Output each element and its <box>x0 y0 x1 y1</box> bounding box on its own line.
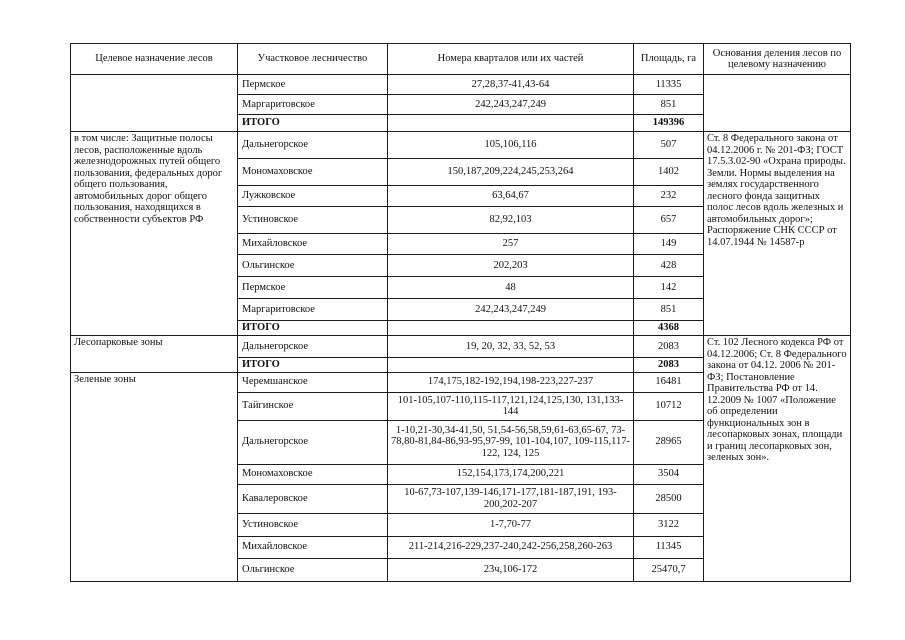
forestry-cell: Дальнегорское <box>238 336 388 358</box>
total-area: 2083 <box>634 358 704 373</box>
basis-protective-strips: Ст. 8 Федерального закона от 04.12.2006 г. № 201-ФЗ; ГОСТ 17.5.3.02-90 «Охрана природы. Земли. Нормы выделения на землях государственного лесного фонда защитных полос лесов вдоль железных и автомобильных дорог»; Распоряжение СНК СССР от 14.07.1944 № 14587-р <box>704 132 851 336</box>
purpose-protective-strips: в том числе: Защитные полосы лесов, расположенные вдоль железнодорожных путей общего пользования, федеральных дорог общего пользования, автомобильных дорог общего пользования, находящихся в собственности субъектов РФ <box>71 132 238 336</box>
forestry-cell: Ольгинское <box>238 558 388 581</box>
forest-purpose-table <box>70 43 851 582</box>
numbers-cell: 242,243,247,249 <box>388 299 634 321</box>
forestry-cell: Устиновское <box>238 513 388 536</box>
area-cell: 16481 <box>634 372 704 392</box>
header-area: Площадь, га <box>634 44 704 75</box>
table-row <box>71 132 851 159</box>
area-cell: 428 <box>634 255 704 277</box>
forestry-cell: Тайгинское <box>238 392 388 420</box>
area-cell: 149 <box>634 234 704 255</box>
forestry-cell: Мономаховское <box>238 464 388 484</box>
numbers-cell: 1-10,21-30,34-41,50, 51,54-56,58,59,61-63,65-67, 73-78,80-81,84-86,93-95,97-99, 101-104,107, 109-115,117-122, 124, 125 <box>388 420 634 464</box>
total-area: 149396 <box>634 115 704 132</box>
basis-park-and-green-zones: Ст. 102 Лесного кодекса РФ от 04.12.2006; Ст. 8 Федерального закона от 04.12. 2006 № 201-ФЗ; Постановление Правительства РФ от 14. 12.2009 № 1007 «Положение об определении функциональных зон в лесопарковых зонах, площади и границ лесопарковых зон, зеленых зон». <box>704 336 851 582</box>
numbers-cell: 242,243,247,249 <box>388 95 634 115</box>
numbers-cell: 19, 20, 32, 33, 52, 53 <box>388 336 634 358</box>
forestry-cell: Михайловское <box>238 234 388 255</box>
numbers-cell: 10-67,73-107,139-146,171-177,181-187,191, 193-200,202-207 <box>388 484 634 513</box>
total-label: ИТОГО <box>238 358 388 373</box>
area-cell: 11335 <box>634 75 704 95</box>
numbers-cell: 174,175,182-192,194,198-223,227-237 <box>388 372 634 392</box>
forestry-cell: Лужковское <box>238 186 388 207</box>
numbers-cell-empty <box>388 358 634 373</box>
forestry-cell: Устиновское <box>238 207 388 234</box>
numbers-cell: 202,203 <box>388 255 634 277</box>
area-cell: 2083 <box>634 336 704 358</box>
numbers-cell-empty <box>388 321 634 336</box>
numbers-cell: 82,92,103 <box>388 207 634 234</box>
forestry-cell: Маргаритовское <box>238 299 388 321</box>
purpose-green-zones: Зеленые зоны <box>71 372 238 581</box>
area-cell: 851 <box>634 299 704 321</box>
area-cell: 3504 <box>634 464 704 484</box>
forestry-cell: Кавалеровское <box>238 484 388 513</box>
area-cell: 851 <box>634 95 704 115</box>
purpose-forest-park-zones: Лесопарковые зоны <box>71 336 238 373</box>
numbers-cell: 27,28,37-41,43-64 <box>388 75 634 95</box>
area-cell: 3122 <box>634 513 704 536</box>
area-cell: 142 <box>634 277 704 299</box>
header-forestry: Участковое лесничество <box>238 44 388 75</box>
numbers-cell: 48 <box>388 277 634 299</box>
numbers-cell: 101-105,107-110,115-117,121,124,125,130, 131,133-144 <box>388 392 634 420</box>
total-area: 4368 <box>634 321 704 336</box>
numbers-cell: 257 <box>388 234 634 255</box>
numbers-cell: 152,154,173,174,200,221 <box>388 464 634 484</box>
area-cell: 11345 <box>634 536 704 558</box>
area-cell: 657 <box>634 207 704 234</box>
area-cell: 1402 <box>634 159 704 186</box>
area-cell: 10712 <box>634 392 704 420</box>
numbers-cell <box>388 115 634 132</box>
numbers-cell: 105,106,116 <box>388 132 634 159</box>
total-label: ИТОГО <box>238 321 388 336</box>
forestry-cell: Мономаховское <box>238 159 388 186</box>
forestry-cell: Ольгинское <box>238 255 388 277</box>
header-purpose: Целевое назначение лесов <box>71 44 238 75</box>
forestry-cell: Михайловское <box>238 536 388 558</box>
area-cell: 28500 <box>634 484 704 513</box>
total-label: ИТОГО <box>238 115 388 132</box>
area-cell: 28965 <box>634 420 704 464</box>
header-numbers: Номера кварталов или их частей <box>388 44 634 75</box>
purpose-cell-empty <box>71 75 238 132</box>
forestry-cell: Пермское <box>238 75 388 95</box>
numbers-cell: 211-214,216-229,237-240,242-256,258,260-263 <box>388 536 634 558</box>
numbers-cell: 150,187,209,224,245,253,264 <box>388 159 634 186</box>
table-row <box>71 336 851 358</box>
numbers-cell: 63,64,67 <box>388 186 634 207</box>
forestry-cell: Дальнегорское <box>238 132 388 159</box>
table-header-row <box>71 44 851 75</box>
table-row <box>71 75 851 95</box>
header-basis: Основания деления лесов по целевому назначению <box>704 44 851 75</box>
forestry-cell: Дальнегорское <box>238 420 388 464</box>
area-cell: 507 <box>634 132 704 159</box>
basis-cell-empty <box>704 75 851 132</box>
forestry-cell: Пермское <box>238 277 388 299</box>
area-cell: 232 <box>634 186 704 207</box>
numbers-cell: 23ч,106-172 <box>388 558 634 581</box>
forestry-cell: Маргаритовское <box>238 95 388 115</box>
numbers-cell: 1-7,70-77 <box>388 513 634 536</box>
forestry-cell: Черемшанское <box>238 372 388 392</box>
area-cell: 25470,7 <box>634 558 704 581</box>
